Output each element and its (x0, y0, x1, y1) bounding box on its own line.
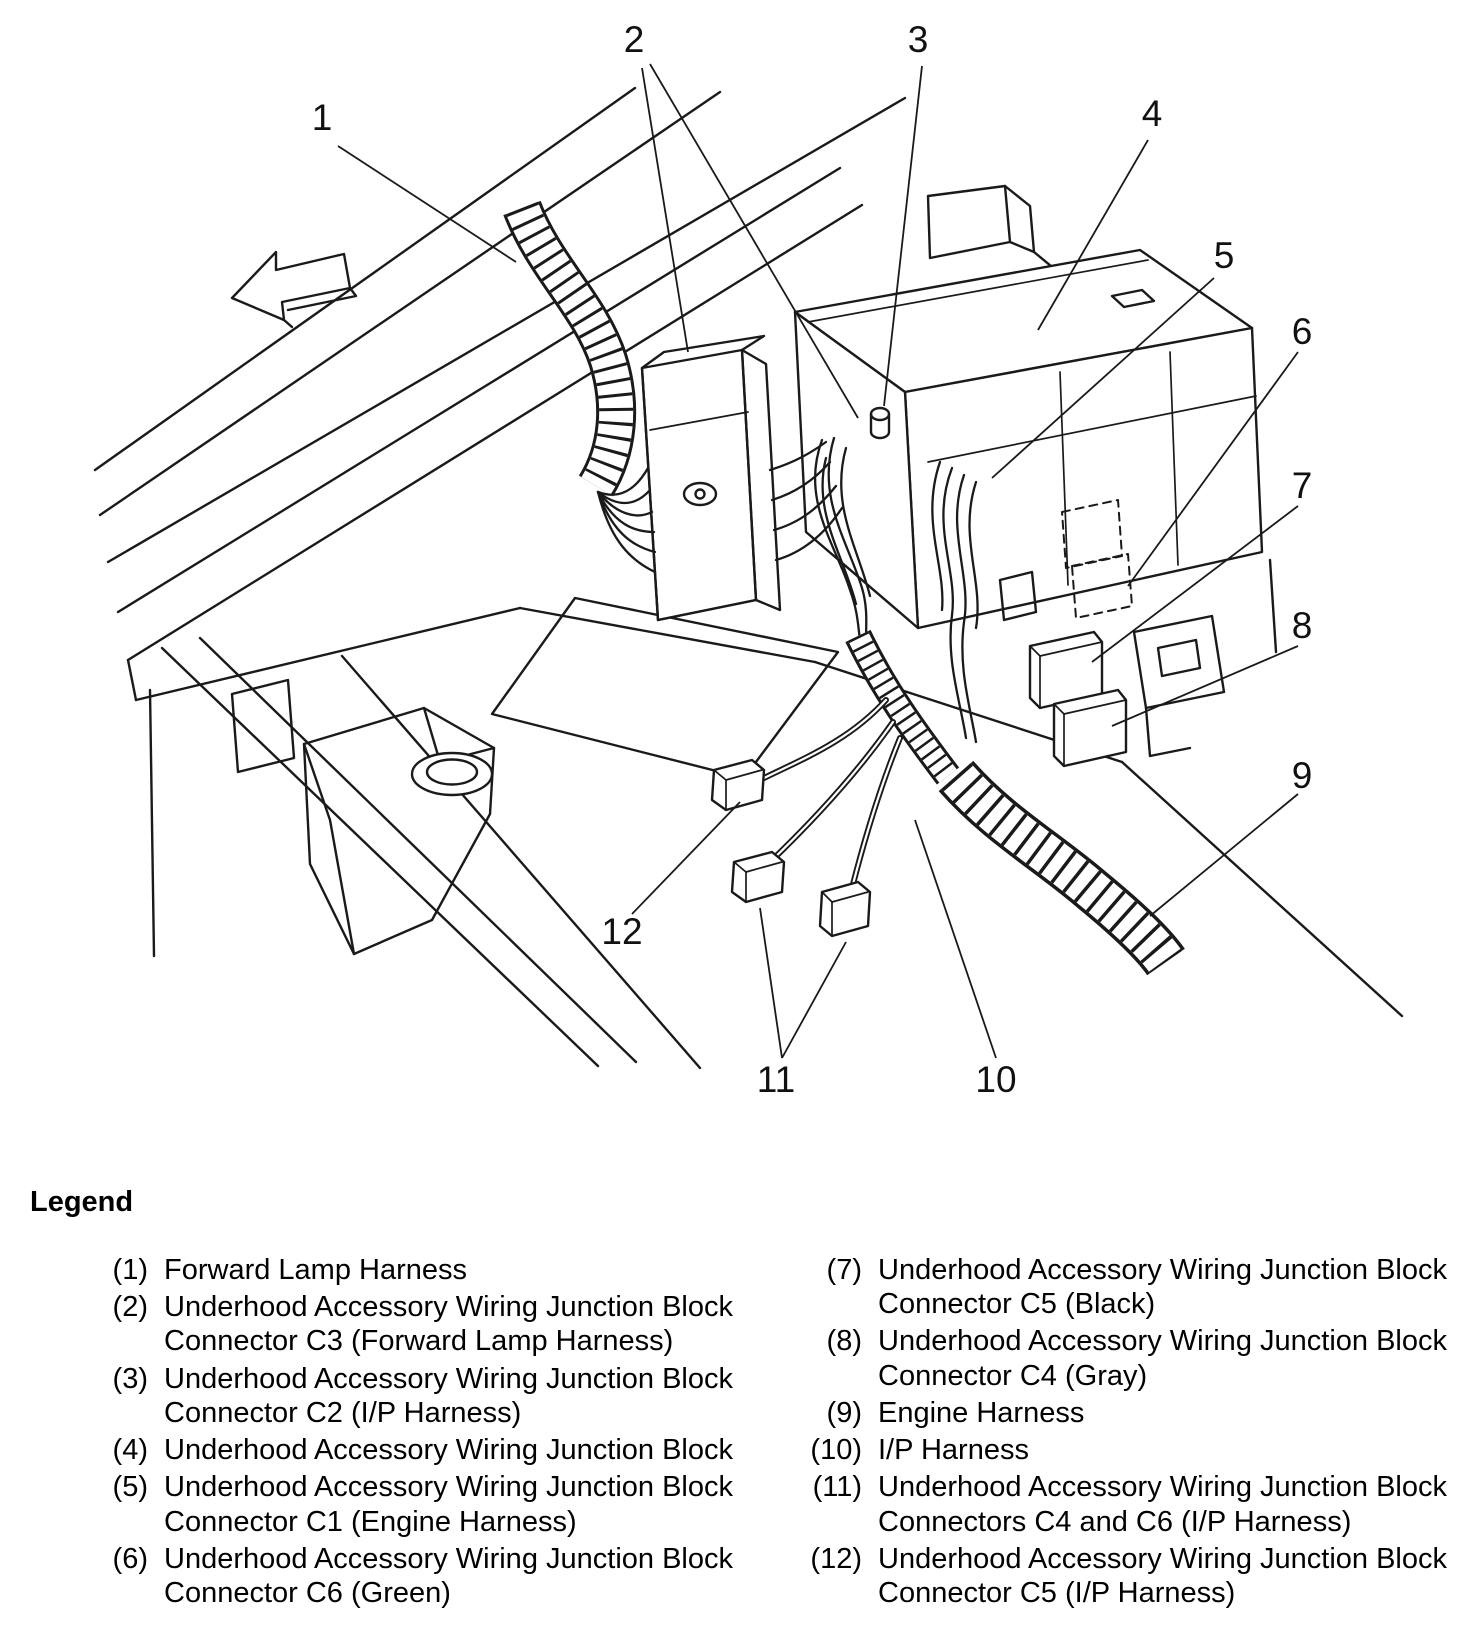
legend-entry-number: (10) (810, 1434, 862, 1467)
junction-block (795, 250, 1262, 628)
legend-column-left (30, 1253, 758, 1613)
legend-entry-5 (80, 1470, 758, 1538)
callout-5: 5 (1213, 235, 1235, 276)
callout-2: 2 (623, 19, 645, 60)
legend-entry-4 (80, 1433, 758, 1467)
legend-entry-text: Underhood Accessory Wiring Junction Block Connector C6 (Green) (164, 1542, 733, 1609)
fender-structure (150, 638, 700, 1068)
legend-entry-text: Underhood Accessory Wiring Junction Block Connector C5 (I/P Harness) (878, 1542, 1447, 1609)
legend (0, 1150, 1472, 1613)
legend-entry-8 (794, 1324, 1472, 1392)
callout-3: 3 (907, 19, 929, 60)
callout-6: 6 (1291, 311, 1313, 352)
callout-10: 10 (975, 1059, 1017, 1100)
connector-c3-block (642, 336, 780, 620)
legend-entry-number: (1) (112, 1254, 148, 1286)
legend-entry-text: Underhood Accessory Wiring Junction Block Connector C3 (Forward Lamp Harness) (164, 1291, 733, 1358)
callout-11: 11 (756, 1059, 796, 1100)
legend-entry-11 (794, 1470, 1472, 1538)
connector-c5-ip (712, 760, 764, 810)
callout-1: 1 (311, 97, 333, 138)
legend-entry-text: Underhood Accessory Wiring Junction Block Connector C4 (Gray) (878, 1325, 1447, 1392)
connectors-c4-c6-ip (732, 852, 870, 936)
legend-entry-number: (5) (112, 1471, 148, 1504)
connector-c4-gray (1054, 690, 1126, 766)
legend-column-right (758, 1253, 1472, 1613)
legend-entry-number: (11) (812, 1471, 862, 1504)
legend-entry-text: I/P Harness (878, 1434, 1029, 1467)
legend-entry-1 (80, 1253, 758, 1287)
legend-entry-text: Underhood Accessory Wiring Junction Block Connector C2 (I/P Harness) (164, 1362, 733, 1429)
legend-entry-number: (6) (112, 1542, 148, 1575)
legend-title: Legend (30, 1186, 134, 1218)
legend-entry-number: (3) (112, 1362, 148, 1395)
engine-harness-tube (956, 776, 1166, 962)
junction-block-mount-ear (1134, 616, 1224, 756)
legend-entry-text: Underhood Accessory Wiring Junction Block (164, 1434, 733, 1467)
legend-entry-2 (80, 1290, 758, 1358)
callout-12: 12 (601, 911, 643, 952)
legend-entry-number: (2) (112, 1291, 148, 1324)
callout-4: 4 (1141, 93, 1163, 134)
legend-entry-10 (794, 1433, 1472, 1467)
legend-entry-number: (12) (810, 1542, 862, 1575)
forward-lamp-harness-tube (522, 208, 655, 572)
legend-entry-6 (80, 1542, 758, 1610)
direction-arrow-icon (232, 252, 356, 327)
legend-entry-number: (9) (826, 1396, 862, 1429)
callout-9: 9 (1291, 755, 1313, 796)
legend-entry-text: Underhood Accessory Wiring Junction Block Connector C5 (Black) (878, 1254, 1447, 1321)
legend-entry-text: Underhood Accessory Wiring Junction Block Connectors C4 and C6 (I/P Harness) (878, 1471, 1447, 1538)
legend-entry-number: (4) (112, 1434, 148, 1467)
legend-entry-text: Underhood Accessory Wiring Junction Block Connector C1 (Engine Harness) (164, 1471, 733, 1538)
radiator-support-shelf (492, 598, 838, 778)
legend-entry-12 (794, 1542, 1472, 1610)
legend-entry-number: (7) (826, 1254, 862, 1286)
legend-entry-7 (794, 1253, 1472, 1321)
callout-7: 7 (1291, 465, 1313, 506)
legend-entry-9 (794, 1396, 1472, 1430)
legend-entry-3 (80, 1362, 758, 1430)
legend-entry-text: Forward Lamp Harness (164, 1254, 467, 1286)
legend-entry-text: Engine Harness (878, 1396, 1085, 1429)
callout-8: 8 (1291, 605, 1313, 646)
legend-entry-number: (8) (826, 1325, 862, 1358)
